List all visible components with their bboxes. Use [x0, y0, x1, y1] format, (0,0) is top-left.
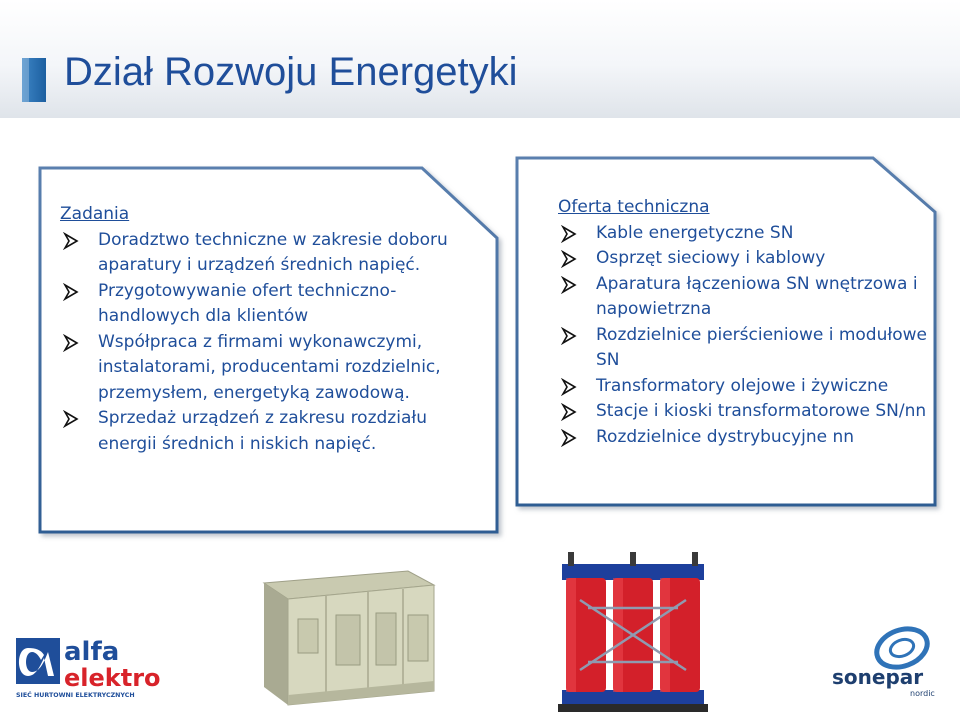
list-item: Kable energetyczne SN: [558, 221, 938, 247]
list-item: Doradztwo techniczne w zakresie doboru aparatury i urządzeń średnich napięć.: [60, 228, 490, 279]
transformer-station-image: [258, 555, 438, 710]
elektro-word: elektro: [64, 664, 161, 692]
sonepar-sub: nordic: [910, 689, 935, 698]
tasks-heading: Zadania: [60, 204, 130, 224]
arrow-bullet-icon: [560, 225, 578, 243]
list-item: Przygotowywanie ofert techniczno-handlowych dla klientów: [60, 279, 490, 330]
alfa-tagline: SIEĆ HURTOWNI ELEKTRYCZNYCH: [16, 692, 135, 699]
arrow-bullet-icon: [62, 334, 80, 352]
alfa-word: alfa: [64, 637, 120, 667]
arrow-bullet-icon: [560, 378, 578, 396]
arrow-bullet-icon: [560, 276, 578, 294]
list-item: Osprzęt sieciowy i kablowy: [558, 246, 938, 272]
arrow-bullet-icon: [62, 283, 80, 301]
list-item: Sprzedaż urządzeń z zakresu rozdziału energii średnich i niskich napięć.: [60, 406, 490, 457]
arrow-bullet-icon: [560, 403, 578, 421]
offer-box: [558, 195, 938, 450]
list-item: Transformatory olejowe i żywiczne: [558, 374, 938, 400]
list-item: Rozdzielnice dystrybucyjne nn: [558, 425, 938, 451]
arrow-bullet-icon: [560, 327, 578, 345]
sonepar-word: sonepar: [832, 665, 924, 689]
arrow-bullet-icon: [62, 232, 80, 250]
resin-transformer-image: [558, 552, 708, 712]
list-item: Rozdzielnice pierścieniowe i modułowe SN: [558, 323, 938, 374]
alfa-elektro-logo: [14, 628, 174, 700]
arrow-bullet-icon: [560, 429, 578, 447]
tasks-box: [60, 202, 490, 457]
arrow-bullet-icon: [560, 250, 578, 268]
offer-heading: Oferta techniczna: [558, 197, 710, 217]
list-item: Współpraca z firmami wykonawczymi, instalatorami, producentami rozdzielnic, przemysłem, energetyką zawodową.: [60, 330, 490, 407]
page-title: Dział Rozwoju Energetyki: [64, 50, 518, 94]
sonepar-logo: [828, 620, 946, 700]
arrow-bullet-icon: [62, 410, 80, 428]
list-item: Stacje i kioski transformatorowe SN/nn: [558, 399, 938, 425]
list-item: Aparatura łączeniowa SN wnętrzowa i napowietrzna: [558, 272, 938, 323]
